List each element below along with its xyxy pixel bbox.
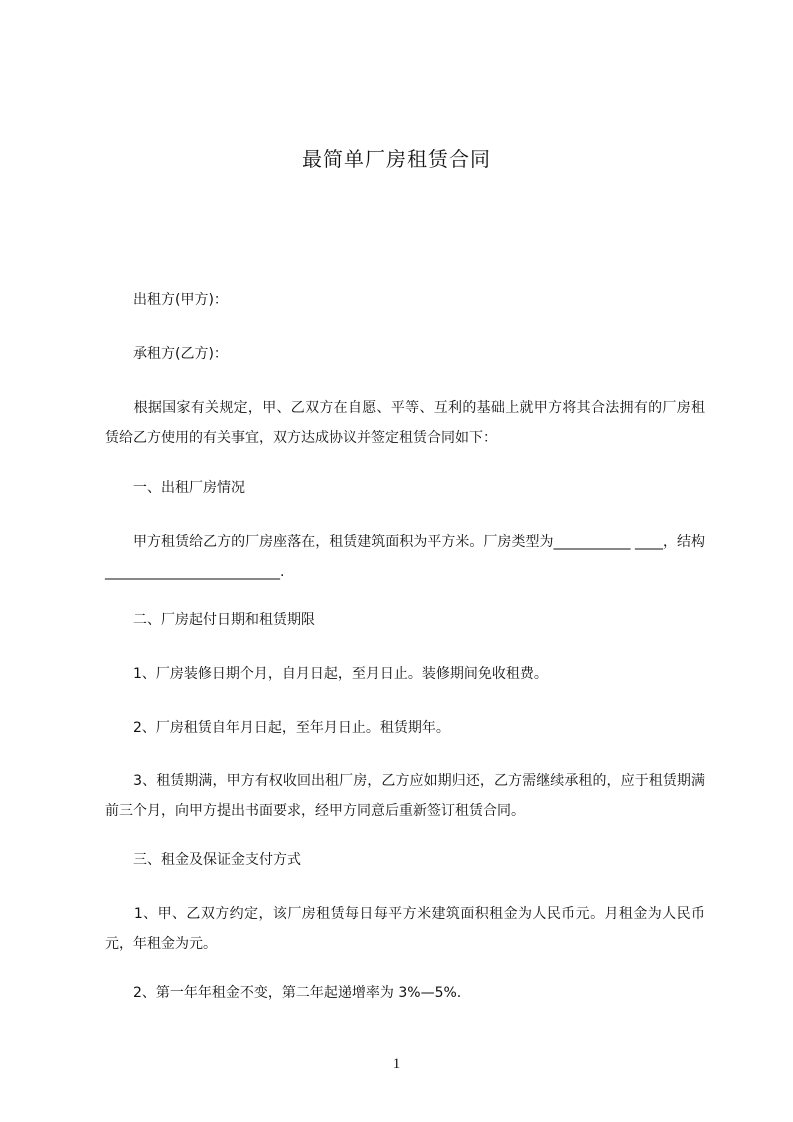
preamble-paragraph: 根据国家有关规定，甲、乙双方在自愿、平等、互利的基础上就甲方将其合法拥有的厂房租赁给乙方使用的有关事宜，双方达成协议并签定租赁合同如下：	[105, 400, 705, 446]
clause-3-2: 2、第一年年租金不变，第二年起递增率为 3%—5%.	[105, 985, 462, 1001]
section-heading-1: 一、出租厂房情况	[105, 480, 245, 496]
lessee-line: 承租方(乙方)：	[105, 346, 228, 362]
section-1-paragraph: 甲方租赁给乙方的厂房座落在，租赁建筑面积为平方米。厂房类型为___________ ____，结构_________________________.	[105, 534, 705, 580]
section-heading-2: 二、厂房起付日期和租赁期限	[105, 612, 315, 628]
document-title: 最简单厂房租赁合同	[302, 147, 491, 171]
clause-2-3: 3、租赁期满，甲方有权收回出租厂房，乙方应如期归还，乙方需继续承租的，应于租赁期满前三个月，向甲方提出书面要求，经甲方同意后重新签订租赁合同。	[105, 773, 705, 819]
lessor-line: 出租方(甲方)：	[105, 292, 228, 308]
clause-3-1: 1、甲、乙双方约定，该厂房租赁每日每平方米建筑面积租金为人民币元。月租金为人民币元，年租金为元。	[105, 906, 705, 952]
page-number: 1	[392, 1056, 401, 1072]
section-heading-3: 三、租金及保证金支付方式	[105, 852, 301, 868]
clause-2-2: 2、厂房租赁自年月日起，至年月日止。租赁期年。	[105, 720, 450, 736]
clause-2-1: 1、厂房装修日期个月，自月日起，至月日止。装修期间免收租费。	[105, 666, 548, 682]
